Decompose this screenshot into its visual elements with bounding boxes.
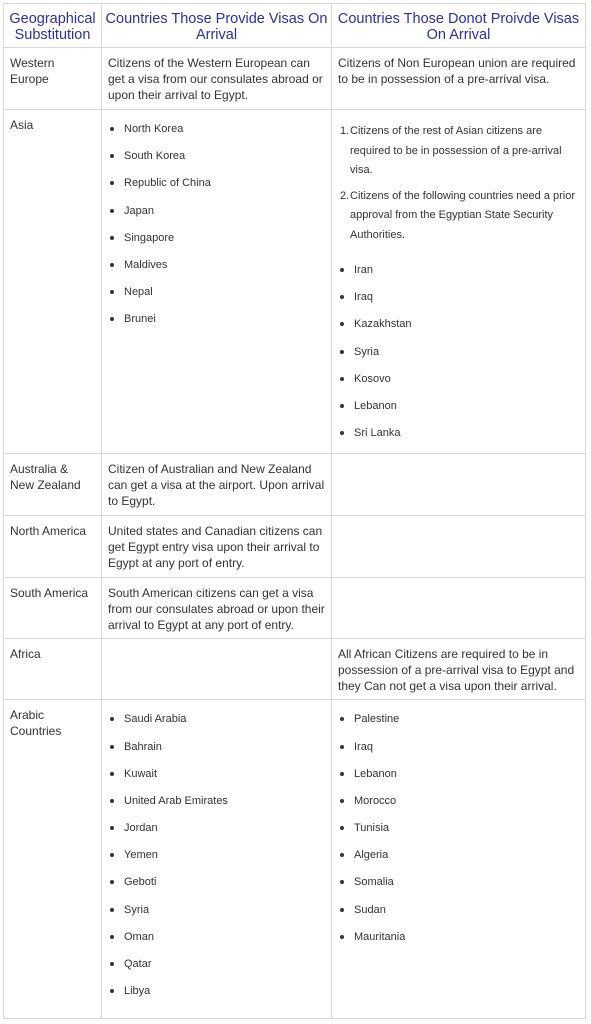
provide-cell — [102, 516, 332, 578]
provide-cell — [102, 110, 332, 454]
country-list — [102, 700, 331, 1011]
list-item: Qatar — [110, 957, 331, 984]
region-label: Arabic Countries — [10, 708, 62, 739]
no-visa-cell — [332, 516, 586, 578]
list-item: Oman — [110, 930, 331, 957]
country-list — [102, 110, 331, 340]
list-item: Maldives — [110, 258, 331, 285]
list-item: Lebanon — [340, 767, 585, 794]
list-item: Kuwait — [110, 767, 331, 794]
list-item: Syria — [110, 903, 331, 930]
list-item: Algeria — [340, 848, 585, 875]
region-cell — [4, 700, 102, 1019]
region-cell — [4, 516, 102, 578]
region-label: Australia & New Zealand — [10, 462, 81, 493]
provide-text — [102, 639, 331, 646]
list-item: Morocco — [340, 794, 585, 821]
list-item: Syria — [340, 345, 585, 372]
list-item: Iraq — [340, 740, 585, 767]
provide-cell — [102, 639, 332, 700]
list-item: Mauritania — [340, 930, 585, 957]
table-row — [4, 516, 586, 578]
list-item: Saudi Arabia — [110, 712, 331, 739]
list-item: Tunisia — [340, 821, 585, 848]
no-visa-cell — [332, 48, 586, 110]
region-cell — [4, 48, 102, 110]
item-text: Citizens of the following countries need a prior approval from the Egyptian State Security Authorities. — [350, 189, 576, 241]
list-item: Iran — [340, 263, 585, 290]
region-cell — [4, 578, 102, 639]
no-visa-text — [332, 578, 585, 585]
no-visa-cell — [332, 639, 586, 700]
region-label: Asia — [10, 118, 34, 132]
no-visa-cell — [332, 454, 586, 516]
header-geographical: Geographical Substitution — [4, 4, 102, 48]
list-item: Geboti — [110, 875, 331, 902]
table-row — [4, 578, 586, 639]
provide-text: Citizen of Australian and New Zealand can get a visa at the airport. Upon arrival to Egypt. — [108, 462, 325, 509]
list-item: North Korea — [110, 122, 331, 149]
region-cell — [4, 639, 102, 700]
region-label: South America — [10, 586, 89, 601]
no-visa-cell — [332, 110, 586, 454]
header-no-visa: Countries Those Donot Proivde Visas On Arrival — [332, 4, 586, 48]
region-label: Africa — [10, 647, 41, 662]
numbered-list — [332, 110, 585, 245]
no-visa-cell — [332, 578, 586, 639]
region-cell — [4, 110, 102, 454]
list-item: Iraq — [340, 290, 585, 317]
list-item: South Korea — [110, 149, 331, 176]
country-list — [332, 700, 585, 957]
table-row — [4, 48, 586, 110]
visa-table — [3, 3, 586, 1019]
provide-cell — [102, 700, 332, 1019]
table-row — [4, 454, 586, 516]
list-item: Brunei — [110, 312, 331, 339]
item-number: 2. — [340, 189, 350, 202]
list-item: Palestine — [340, 712, 585, 739]
numbered-item — [340, 122, 579, 181]
list-item: Singapore — [110, 231, 331, 258]
list-item: United Arab Emirates — [110, 794, 331, 821]
region-cell — [4, 454, 102, 516]
provide-cell — [102, 578, 332, 639]
header-provide-visa: Countries Those Provide Visas On Arrival — [102, 4, 332, 48]
list-item: Nepal — [110, 285, 331, 312]
item-text: Citizens of the rest of Asian citizens are required to be in possession of a pre-arrival visa. — [350, 125, 562, 176]
list-item: Somalia — [340, 875, 585, 902]
provide-text: Citizens of the Western European can get a visa from our consulates abroad or upon their arrival to Egypt. — [108, 56, 323, 102]
no-visa-cell — [332, 700, 586, 1019]
header-row — [4, 4, 586, 48]
list-item: Sri Lanka — [340, 426, 585, 453]
list-item: Lebanon — [340, 399, 585, 426]
country-list — [332, 251, 585, 453]
item-number: 1. — [340, 125, 350, 137]
list-item: Republic of China — [110, 176, 331, 203]
provide-cell — [102, 454, 332, 516]
provide-text: South American citizens can get a visa from our consulates abroad or upon their arrival to Egypt at any port of entry. — [108, 586, 325, 633]
list-item: Jordan — [110, 821, 331, 848]
numbered-item — [340, 187, 579, 246]
list-item: Kazakhstan — [340, 317, 585, 344]
provide-cell — [102, 48, 332, 110]
region-label: Western Europe — [10, 56, 55, 86]
no-visa-text — [332, 516, 585, 523]
list-item: Libya — [110, 984, 331, 1011]
table-row — [4, 639, 586, 700]
provide-text: United states and Canadian citizens can get Egypt entry visa upon their arrival to Egypt at any port of entry. — [108, 524, 323, 571]
list-item: Yemen — [110, 848, 331, 875]
region-label: North America — [10, 524, 87, 539]
no-visa-text: Citizens of Non European union are required to be in possession of a pre-arrival visa. — [338, 56, 576, 86]
no-visa-text — [332, 454, 585, 461]
list-item: Sudan — [340, 903, 585, 930]
no-visa-text: All African Citizens are required to be in possession of a pre-arrival visa to Egypt and they Can not get a visa upon their arrival. — [338, 647, 575, 694]
list-item: Kosovo — [340, 372, 585, 399]
list-item: Japan — [110, 204, 331, 231]
table-row — [4, 700, 586, 1019]
table-row — [4, 110, 586, 454]
list-item: Bahrain — [110, 740, 331, 767]
